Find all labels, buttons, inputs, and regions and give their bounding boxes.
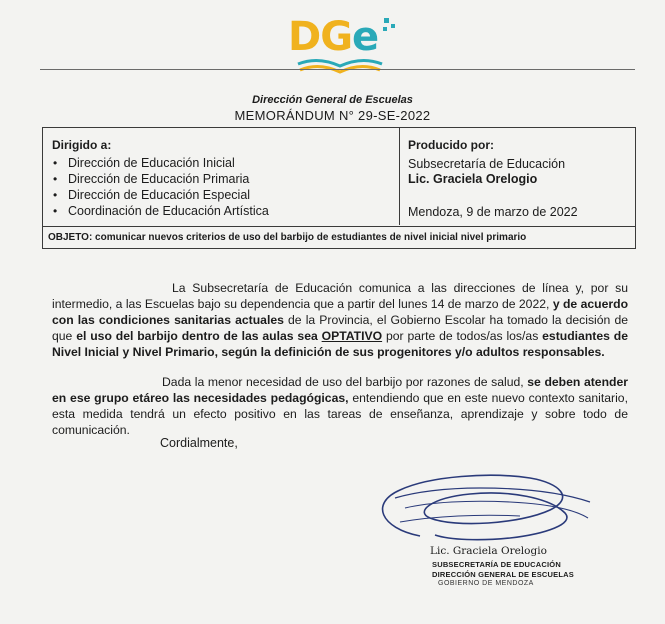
signature-line-1: SUBSECRETARÍA DE EDUCACIÓN xyxy=(432,560,561,569)
place-date: Mendoza, 9 de marzo de 2022 xyxy=(408,205,578,219)
memo-number: MEMORÁNDUM N° 29-SE-2022 xyxy=(234,108,431,123)
organization-title: Dirección General de Escuelas xyxy=(252,94,413,106)
logo-letter-g: G xyxy=(320,14,353,60)
logo-letter-d: D xyxy=(288,14,321,60)
list-item: • Dirección de Educación Especial xyxy=(52,187,269,203)
body-paragraph-2 xyxy=(52,374,628,438)
signature-line-3: GOBIERNO DE MENDOZA xyxy=(438,580,534,587)
closing: Cordialmente, xyxy=(160,436,238,450)
p1-text-d: el uso del barbijo dentro de las aulas sea xyxy=(76,329,322,343)
producer-organization: Subsecretaría de Educación xyxy=(408,157,566,171)
handwritten-signature xyxy=(360,458,610,558)
p1-text-f: por parte de todos/as los/as xyxy=(382,329,543,343)
p1-text-c: de la Provincia, el Gobierno Escolar ha tomado la decisión de que xyxy=(52,313,628,343)
producer-title: Producido por: xyxy=(408,138,494,152)
recipients-title: Dirigido a: xyxy=(52,138,112,152)
objeto-line: OBJETO: comunicar nuevos criterios de uso del barbijo de estudiantes de nivel inicial nivel primario xyxy=(48,232,527,243)
p2-text-c: entendiendo que en este nuevo contexto sanitario, esta medida tendrá un efecto positivo en las tareas de enseñanza, aprendizaje y sobre todo de comunicación. xyxy=(52,391,628,437)
list-item: • Coordinación de Educación Artística xyxy=(52,203,269,219)
p1-text-g: estudiantes de Nivel Inicial y Nivel Primario, según la definición de sus progenitores y/o adultos responsables. xyxy=(52,329,628,359)
dge-logo xyxy=(288,14,408,84)
header-rule xyxy=(40,69,635,70)
header-table-divider xyxy=(399,127,400,225)
p1-text-b: y de acuerdo con las condiciones sanitarias actuales xyxy=(52,297,629,327)
list-item: • Dirección de Educación Inicial xyxy=(52,155,269,171)
signature-name: Lic. Graciela Orelogio xyxy=(430,545,547,557)
list-item: • Dirección de Educación Primaria xyxy=(52,171,269,187)
body-paragraph-1 xyxy=(52,280,628,360)
p2-text-b: se deben atender en ese grupo etáreo las necesidades pedagógicas, xyxy=(52,375,628,405)
p2-text-a: Dada la menor necesidad de uso del barbijo por razones de salud, xyxy=(162,375,528,389)
logo-letter-e: e xyxy=(352,14,379,60)
book-icon xyxy=(288,14,408,84)
recipients-list xyxy=(52,155,269,219)
signature-line-2: DIRECCIÓN GENERAL DE ESCUELAS xyxy=(432,570,574,579)
producer-name: Lic. Graciela Orelogio xyxy=(408,172,538,186)
p1-optativo: OPTATIVO xyxy=(321,329,383,343)
p1-text-a: La Subsecretaría de Educación comunica a las direcciones de línea y, por su intermedio, a las Escuelas bajo su dependencia que a partir del lunes 14 de marzo de 2022, xyxy=(52,281,628,311)
